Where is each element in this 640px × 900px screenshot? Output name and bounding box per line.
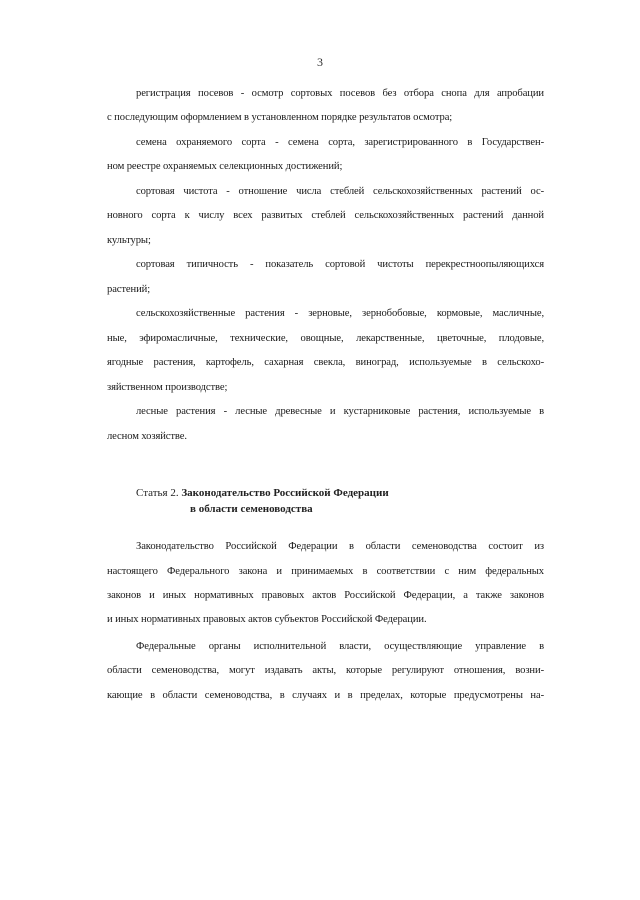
definition-line: лесном хозяйстве. [107, 431, 187, 442]
definition-line: ные, эфиромасличные, технические, овощные, лекарственные, цветочные, плодовые, [107, 333, 544, 344]
article-title-line1: Законодательство Российской Федерации [181, 487, 389, 499]
definition-line: культуры; [107, 235, 151, 246]
definition-line: с последующим оформлением в установленном порядке результатов осмотра; [107, 112, 453, 123]
definition-line: сортовая чистота - отношение числа стеблей сельскохозяйственных растений ос- [136, 186, 544, 197]
paragraph-line: Законодательство Российской Федерации в области семеноводства состоит из [136, 541, 544, 552]
definition-line: растений; [107, 284, 151, 295]
definition-line: сортовая типичность - показатель сортовой чистоты перекрестноопыляющихся [136, 259, 544, 270]
paragraph-line: области семеноводства, могут издавать акты, которые регулируют отношения, возни- [107, 665, 544, 676]
paragraph-line: и иных нормативных правовых актов субъектов Российской Федерации. [107, 614, 427, 625]
definition-line: новного сорта к числу всех развитых стеблей сельскохозяйственных растений данной [107, 210, 544, 221]
definition-line: регистрация посевов - осмотр сортовых посевов без отбора снопа для апробации [136, 88, 544, 99]
definition-line: зяйственном производстве; [107, 382, 228, 393]
article-title-line2: в области семеноводства [190, 503, 313, 515]
definition-line: лесные растения - лесные древесные и кустарниковые растения, используемые в [136, 406, 544, 417]
article-number: Статья 2. [136, 487, 179, 499]
paragraph-line: Федеральные органы исполнительной власти, осуществляющие управление в [136, 641, 544, 652]
paragraph-line: настоящего Федерального закона и принимаемых в соответствии с ним федеральных [107, 566, 544, 577]
definition-line: семена охраняемого сорта - семена сорта, зарегистрированного в Государствен- [136, 137, 544, 148]
definition-line: ном реестре охраняемых селекционных достижений; [107, 161, 343, 172]
definition-line: сельскохозяйственные растения - зерновые, зернобобовые, кормовые, масличные, [136, 308, 544, 319]
paragraph-line: законов и иных нормативных правовых актов Российской Федерации, а также законов [107, 590, 544, 601]
definition-line: ягодные растения, картофель, сахарная свекла, виноград, используемые в сельскохо- [107, 357, 544, 368]
paragraph-line: кающие в области семеноводства, в случаях и в пределах, которые предусмотрены на- [107, 690, 544, 701]
article-heading [136, 486, 389, 500]
page-number: 3 [317, 55, 323, 69]
